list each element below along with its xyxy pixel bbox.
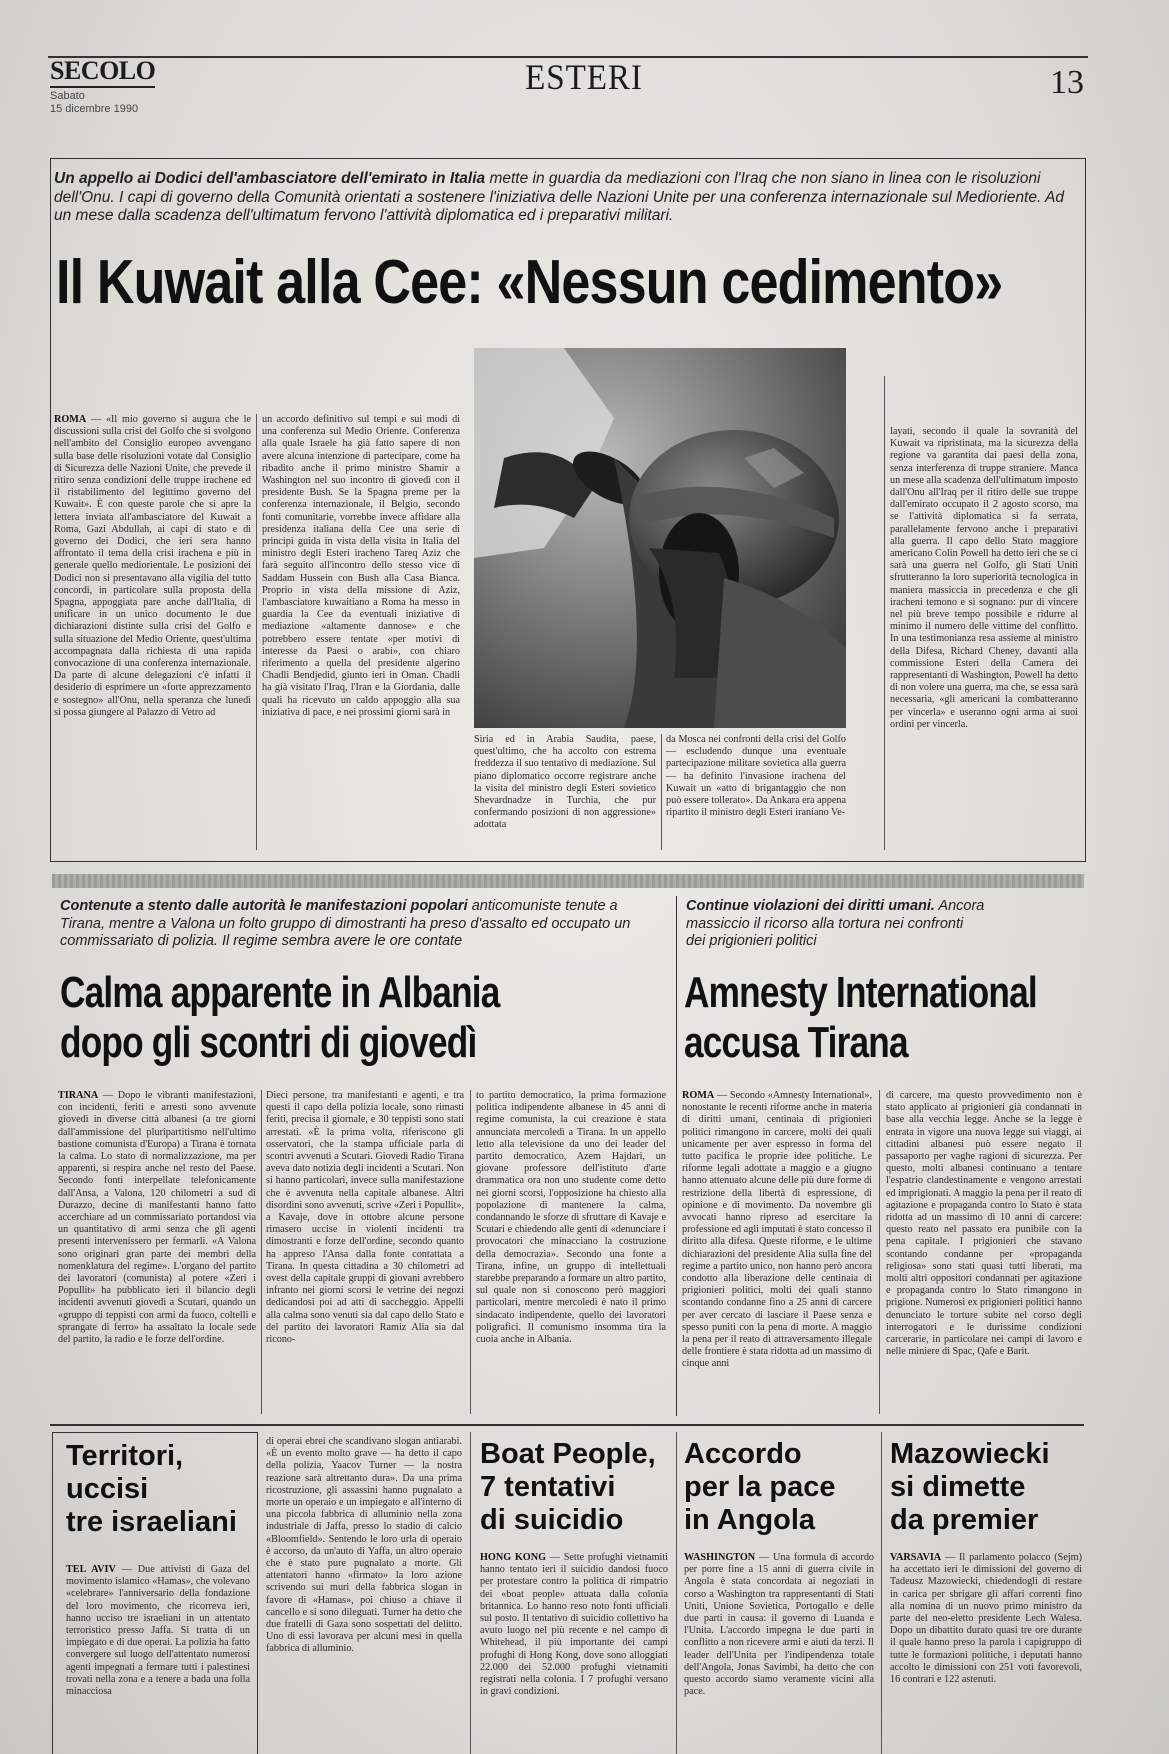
boat-headline [480, 1438, 670, 1537]
issue-date [50, 90, 138, 116]
lead-column-1 [54, 414, 251, 850]
amnesty-column-2 [886, 1090, 1082, 1414]
column-rule [879, 1090, 880, 1414]
lead-dateline: ROMA [54, 414, 87, 425]
issue-day: Sabato [50, 90, 85, 102]
lead-headline: Il Kuwait alla Cee: «Nessun cedimento» [56, 248, 1003, 317]
albania-dateline: TIRANA [58, 1090, 99, 1101]
polonia-headline [890, 1438, 1084, 1537]
amnesty-kicker-bold: Continue violazioni dei diritti umani. [686, 898, 935, 914]
boat-column [480, 1552, 668, 1754]
soldier-photo-image [474, 348, 846, 728]
column-rule [676, 1432, 677, 1754]
albania-column-2-text: Dieci persone, tra manifestanti e agenti, e tra questi il capo della polizia locale, sono rimasti feriti, precisa il giornale, e 30 teppisti sono stati arrestati. «È la prima volta, riferiscono gli osservatori, che la stampa ufficiale parla di scontri avvenuti a Scutari. Giovedì Radio Tirana aveva dato notizia degli incidenti a Scutari. Non si hanno particolari, invece sulla manifestazione che è avvenuta nella capitale albanese. Altri disordini sono avvenuti, scrive «Zeri i Popullit», a Kavaje, dove in ottobre alcune persone rimasero uccise in violenti incidenti tra dimostranti e forze dell'ordine, secondo quanto ha appreso l'Ansa dalla fonte contattata a Tirana. In questa cittadina a 30 chilometri ad ovest della capitale gruppi di giovani avrebbero infranto nei giorni scorsi le vetrine dei negozi dedicandosi poi ad atti di saccheggio. Appelli alla calma sono venuti sia dal capo dello Stato e del partito dei lavoratori Ramiz Alia sia dal ricono- [266, 1090, 464, 1346]
lead-column-3-text: Siria ed in Arabia Saudita, paese, quest'ultimo, che ha accolto con estrema freddezza il suo tentativo di mediazione. Sul piano diplomatico occorre registrare anche la visita del ministro degli Esteri sovietico Shevardnadze in Turchia, che pur confermando posizioni di non aggressione» adottata [474, 734, 656, 831]
israele-headline-line-2: uccisi [66, 1473, 149, 1505]
lead-kicker-bold: Un appello ai Dodici dell'ambasciatore dell'emirato in Italia [54, 170, 486, 187]
amnesty-dateline: ROMA [682, 1090, 715, 1101]
israele-column-2 [266, 1436, 462, 1754]
israele-headline-line-1: Territori, [66, 1440, 184, 1472]
section-title: ESTERI [525, 57, 643, 97]
lead-column-2-text: un accordo definitivo sul tempi e sui modi di una conferenza sul Medio Oriente. Conferenza alla quale Israele ha già fatto sapere di non avere alcuna intenzione di partecipare, come ha ribadito anche il primo ministro Shamir a Washington nel suo incontro di giovedì con il presidente Bush. Se la Spagna preme per la conferenza internazionale, il Belgio, secondo fonti comunitarie, vorrebbe invece affidare alla presidenza italiana della Cee una serie di principi guida in vista della visita in Italia del ministro degli Esteri iracheno Tareq Aziz che farà seguito all'incontro dello stesso vice di Saddam Hussein con Bush alla Casa Bianca. Proprio in vista della missione di Aziz, l'ambasciatore kuwaitiano a Roma ha messo in guardia la Cee da eventuali iniziative di mediazione «altamente dannose» e che potrebbero essere tentate «per motivi di interesse da Paesi o arabi», con chiaro riferimento a quella del presidente algerino Chadli Bendjedid, giunto ieri in Oman. Chadli ha già visitato l'Iraq, l'Iran e la Giordania, dalle quali ha ricevuto un caldo appoggio alla sua iniziativa di pace, e nei prossimi giorni sarà in [262, 414, 460, 718]
polonia-headline-line-3: da premier [890, 1504, 1039, 1536]
albania-headline-line-2: dopo gli scontri di giovedì [60, 1018, 477, 1067]
column-rule [256, 414, 257, 850]
albania-column-2 [266, 1090, 464, 1414]
albania-headline [60, 968, 500, 1068]
boat-dateline: HONG KONG [480, 1552, 547, 1563]
angola-dateline: WASHINGTON [684, 1552, 756, 1563]
angola-column-text: — Una formula di accordo per porre fine a 15 anni di guerra civile in Angola è stata concordata ai negoziati in corso a Washington tra rappresentanti di Stati Uniti, Unione Sovietica, Portogallo e delle due parti in causa: il governo di Luanda e l'Unita. L'accordo impegna le due parti in conflitto a non ricevere armi e aiuti da terzi. Il leader dell'Unita per l'indipendenza totale dell'Angola, Jonas Savimbi, ha detto che con questo accordo siamo veramente vicini alla pace. [684, 1552, 874, 1698]
albania-column-3-text: to partito democratico, la prima formazione politica indipendente albanese in 45 anni di regime comunista, la cui creazione è stata annunciata mercoledì a Tirana. In un appello letto alla televisione da uno dei leader del partito democratico, Azem Hajdari, un giovane professore dell'istituto d'arte drammatica ora non uno studente come detto nei giorni scorsi, l'opposizione ha chiesto alla popolazione di mantenere la calma, condannando le sforze di sfruttare di Kavaje e Scutari e chiedendo alle genti di «denunciare i provocatori che minacciano la costruzione della democrazia». Secondo una fonte a Tirana, infine, un gruppo di intellettuali starebbe preparando a formare un altro partito, sul quale non si conoscono però maggiori particolari, mentre mercoledì è nato il primo sindacato indipendente, quello dei lavoratori poligrafici. Il comunismo insomma tira la cuoia anche in Albania. [476, 1090, 666, 1346]
israele-column-1 [66, 1564, 250, 1754]
amnesty-column-2-text: di carcere, ma questo provvedimento non è stato applicato ai prigionieri già condannati in base alla vecchia legge. Anche se la legge è entrata in vigore una nuova legge sui viaggi, ai cittadini albanesi può essere negato il passaporto per vaghe ragioni di sicurezza. Per questo, molti albanesi continuano a tentare l'espatrio clandestinamente e vengono arrestati ed imprigionati. A maggio la pena per il reato di agitazione e propaganda contro lo Stato è stata ridotta ad un massimo di 10 anni di carcere: questo reato nel passato era punibile con la pena capitale. I prigionieri che stavano scontando condanne per «propaganda religiosa» sono stati quasi tutti liberati, ma molti altri oppositori condannati per agitazione e propaganda contro lo Stato rimangono in prigione. Numerosi ex prigionieri politici hanno denunciato le torture subite nel corso degli interrogatori e le durissime condizioni carcerarie, in particolare nei campi di lavoro e nelle miniere di Spac, Qafe e Barit. [886, 1090, 1082, 1358]
lead-column-3 [474, 734, 656, 850]
column-rule [261, 1090, 262, 1414]
section-divider [676, 896, 677, 1416]
lead-column-5-text: layati, secondo il quale la sovranità del Kuwait va ripristinata, ma la sicurezza della regione va garantita dai paesi della zona, senza interferenza di truppe straniere. Manca un mese alla scadenza dell'ultimatum imposto dall'Onu all'Iraq per il ritiro delle sue truppe dall'emirato occupato il 2 agosto scorso, ma se l'attività diplomatica si fa serrata, parallelamente fervono anche i preparativi alla guerra. Il capo dello Stato maggiore americano Colin Powell ha detto ieri che se ci sarà una guerra nel Golfo, gli Stati Uniti sfrutteranno la loro superiorità tecnologica in maniera massiccia in precedenza e che gli iracheni temono e si sognano: pur di vincere nel più breve tempo possibile e ridurre al minimo il numero delle vittime del conflitto. In una testimonianza resa assieme al ministro della Difesa, Richard Cheney, davanti alla commissione Esteri della Camera dei rappresentanti di Washington, Powell ha detto di non volere una guerra, ma che, se essa sarà necessaria, «gli americani la combatteranno per vincerla» e useranno ogni arma ai suoi ordini per vincerla. [890, 426, 1078, 730]
lead-column-5 [890, 426, 1078, 850]
albania-column-1 [58, 1090, 256, 1414]
lead-kicker-text: mette in guardia da mediazioni con l'Iraq che non siano in linea con le risoluzioni dell'Onu. I capi di governo della Comunità orientati a sostenere l'iniziativa delle Nazioni Unite per una conferenza internazionale sul Medioriente. Ad un mese dalla scadenza dell'ultimatum fervono l'attività diplomatica ed i preparativi militari. [54, 170, 1064, 224]
amnesty-column-1-text: — Secondo «Amnesty International», nonostante le recenti riforme anche in materia di diritti umani, centinaia di prigionieri politici rimangono in carcere, molti dei quali unicamente per aver espresso in forma del tutto pacifica le proprie idee politiche. Le riforme legali adottate a maggio e a giugno hanno attenuato alcune delle più dure forme di restrizione della libertà di espressione, di opinione e di movimento. Da novembre gli avvocati hanno ripreso ad esercitare la professione ed agli imputati è stato concesso il diritto alla difesa. Queste riforme, e le ultime dichiarazioni del presidente Alia sulla fine del regime a partito unico, non hanno però ancora condotto alla liberazione delle centinaia di prigionieri politici, molti dei quali stanno scontando condanne fino a 25 anni di carcere per aver cercato di lasciare il Paese senza e spesso puniti con la pena di morte. A maggio la pena per il reato di attraversamento illegale delle frontiere è stata ridotta ad un massimo di cinque anni [682, 1090, 872, 1370]
issue-full-date: 15 dicembre 1990 [50, 103, 139, 115]
lead-column-4 [666, 734, 846, 850]
polonia-column [890, 1552, 1082, 1754]
amnesty-kicker [686, 898, 986, 951]
angola-headline-line-1: Accordo [684, 1438, 802, 1470]
israele-column-2-text: di operai ebrei che scandivano slogan antiarabi. «È un evento molto grave — ha detto il capo della polizia, Yaacov Turner — la nostra reazione sarà altrettanto dura». Da una prima ricostruzione, gli assassini hanno pugnalato a morte un operaio e un impiegato e all'interno di una piccola fabbrica di alluminio nella zona industriale di Jaffa, presso lo stadio di calcio «Bloomfield». Sentendo le loro urla di operaio è accorso, da un'auto di Yaffa, un altro operaio che è stato pure pugnalato a morte. Gli attentatori hanno «firmato» la loro azione scrivendo sui muri della fabbrica slogan in favore di «Hamas», poi chiuso a chiave il cancello e si sono dileguati. Turner ha detto che due fratelli di Gaza sono sospettati del delitto. Uno di essi lavorava per alcuni mesi in quella fabbrica di alluminio. [266, 1436, 462, 1655]
boat-column-text: — Sette profughi vietnamiti hanno tentato ieri il suicidio dandosi fuoco per protestare contro la politica di rimpatrio dei «boat people» attuata dalla colonia britannica. Lo hanno reso noto fonti ufficiali sul posto. Il tentativo di suicidio collettivo ha avuto luogo nel più recente e nel campo di Whitehead, il più importante dei campi profughi di Hong Kong, dove sono alloggiati 22.000 dei 52.000 profughi vietnamiti registrati nella colonia. I 7 profughi versano in gravi condizioni. [480, 1552, 668, 1698]
albania-column-3 [476, 1090, 666, 1414]
lead-column-2 [262, 414, 460, 850]
lead-column-4-text: da Mosca nei confronti della crisi del Golfo — escludendo dunque una eventuale partecipazione militare sovietica alla guerra — ha definito l'invasione irachena del Kuwait un «atto di brigantaggio che non può essere tollerato». Da Ankara era appena ripartito il ministro degli Esteri iraniano Ve- [666, 734, 846, 819]
column-rule [881, 1432, 882, 1754]
lead-kicker [54, 170, 1074, 226]
angola-headline [684, 1438, 874, 1537]
separator-band [52, 874, 1084, 888]
albania-headline-line-1: Calma apparente in Albania [60, 968, 500, 1017]
column-rule [661, 734, 662, 850]
albania-kicker-bold: Contenute a stento dalle autorità le manifestazioni popolari [60, 898, 468, 914]
column-rule [470, 1090, 471, 1414]
albania-column-1-text: — Dopo le vibranti manifestazioni, con incidenti, feriti e arresti sono avvenute giovedì in diverse città albanesi (a tre giorni dall'ammissione del pluripartitismo nell'ultimo bastione comunista d'Europa) a Tirana è tornata la calma. Lo stato di normalizzazione, ma per apparenti, si respira anche nel resto del Paese. Secondo fonti interpellate telefonicamente dall'Ansa, a Valona, 120 chilometri a sud di Durazzo, decine di manifestanti hanno fatto accerchiare ad un commissariato portandosi via un quantitativo di armi senza che gli agenti presenti intervenissero per fermarli. «A Valona sono originari gran parte dei membri della nomenklatura del regime». L'organo del partito dei lavoratori (comunista) al potere «Zeri i Popullit» ha pubblicato ieri il bilancio degli incidenti avvenuti giovedì a Scutari, quando un «gruppo di teppisti con armi da fuoco, coltelli e sprangate di ferro» ha assaltato la locale sede del partito, la radio e le forze dell'ordine. [58, 1090, 256, 1346]
israele-dateline: TEL AVIV [66, 1564, 116, 1575]
boat-headline-line-3: di suicidio [480, 1504, 624, 1536]
angola-column [684, 1552, 874, 1754]
lead-column-1-text: — «Il mio governo si augura che le discussioni sulla crisi del Golfo che si svolgono nell'ambito del Consiglio europeo avvengano sulla base delle risoluzioni votate dal Consiglio di Sicurezza delle Nazioni Unite, che prevede il ritiro senza condizioni delle truppe irachene ed il ristabilimento del legittimo governo del Kuwait». È con queste parole che si apre la lettera inviata all'ambasciatore del Kuwait a Roma, Gazi Abdullah, ai capi di stato e di governo dei Dodici, che ieri sera hanno affrontato il tema della crisi irachena e più in generale quello mediorientale. Le posizioni dei Dodici non si presentavano alla vigilia del tutto concordi, in particolare sulla proposta della Spagna, appoggiata pare anche dall'Italia, di unificare in un unico documento le due dichiarazioni distinte sulla crisi del Golfo e sulla situazione del Medio Oriente, quest'ultima accompagnata dalla richiesta di una rapida convocazione di una conferenza internazionale. Da parte di alcune delegazioni c'è infatti il desiderio di esprimere un «forte apprezzamento e sostegno» all'Onu, nella speranza che lunedì si possa giungere al Palazzo di Vetro ad [54, 414, 251, 718]
polonia-dateline: VARSAVIA [890, 1552, 942, 1563]
israele-headline-line-3: tre israeliani [66, 1506, 237, 1538]
angola-headline-line-3: in Angola [684, 1504, 816, 1536]
amnesty-column-1 [682, 1090, 872, 1414]
boat-headline-line-2: 7 tentativi [480, 1471, 616, 1503]
amnesty-headline-line-1: Amnesty International [684, 968, 1037, 1017]
polonia-column-text: — Il parlamento polacco (Sejm) ha accettato ieri le dimissioni del governo di Tadeusz Mazowiecki, chiedendogli di restare in carica per sbrigare gli affari correnti fino alla nomina di un nuovo primo ministro da parte del neo-eletto presidente Lech Walesa. Dopo un dibattito durato quasi tre ore durante il quale hanno preso la parola i capigruppo di tutte le formazioni politiche, i deputati hanno accolto le dimissioni con 251 voti favorevoli, 16 contrari e 122 astenuti. [890, 1552, 1082, 1686]
page-number: 13 [1050, 64, 1084, 101]
israele-column-1-text: — Due attivisti di Gaza del movimento islamico «Hamas», che volevano «celebrare» l'anniversario della fondazione del loro movimento, che ricorreva ieri, hanno ucciso tre israeliani in un attentato terroristico presso Jaffa. Si tratta di un impiegato e di due operai. La polizia ha fatto convergere sul luogo dell'attentato numerosi agenti impegnati a fermare tutti i palestinesi trovati nella zona e a tenere a bada una folla minacciosa [66, 1564, 250, 1698]
column-rule [470, 1432, 471, 1754]
albania-kicker-text: anticomuniste tenute a Tirana, mentre a Valona un folto gruppo di dimostranti ha preso d'assalto ed occupato un commissariato di polizia. Il regime sembra avere le ore contate [60, 898, 631, 949]
amnesty-headline [684, 968, 1037, 1068]
albania-kicker [60, 898, 660, 951]
amnesty-kicker-text: Ancora massiccio il ricorso alla tortura nei confronti dei prigionieri politici [686, 898, 985, 949]
newspaper-logo: SECOLO [50, 56, 155, 88]
boat-headline-line-1: Boat People, [480, 1438, 656, 1470]
column-rule [884, 376, 885, 850]
polonia-headline-line-2: si dimette [890, 1471, 1026, 1503]
israele-headline [66, 1440, 266, 1539]
soldier-photo [474, 348, 846, 728]
polonia-headline-line-1: Mazowiecki [890, 1438, 1050, 1470]
bottom-section-rule [50, 1424, 1084, 1426]
angola-headline-line-2: per la pace [684, 1471, 836, 1503]
amnesty-headline-line-2: accusa Tirana [684, 1018, 908, 1067]
